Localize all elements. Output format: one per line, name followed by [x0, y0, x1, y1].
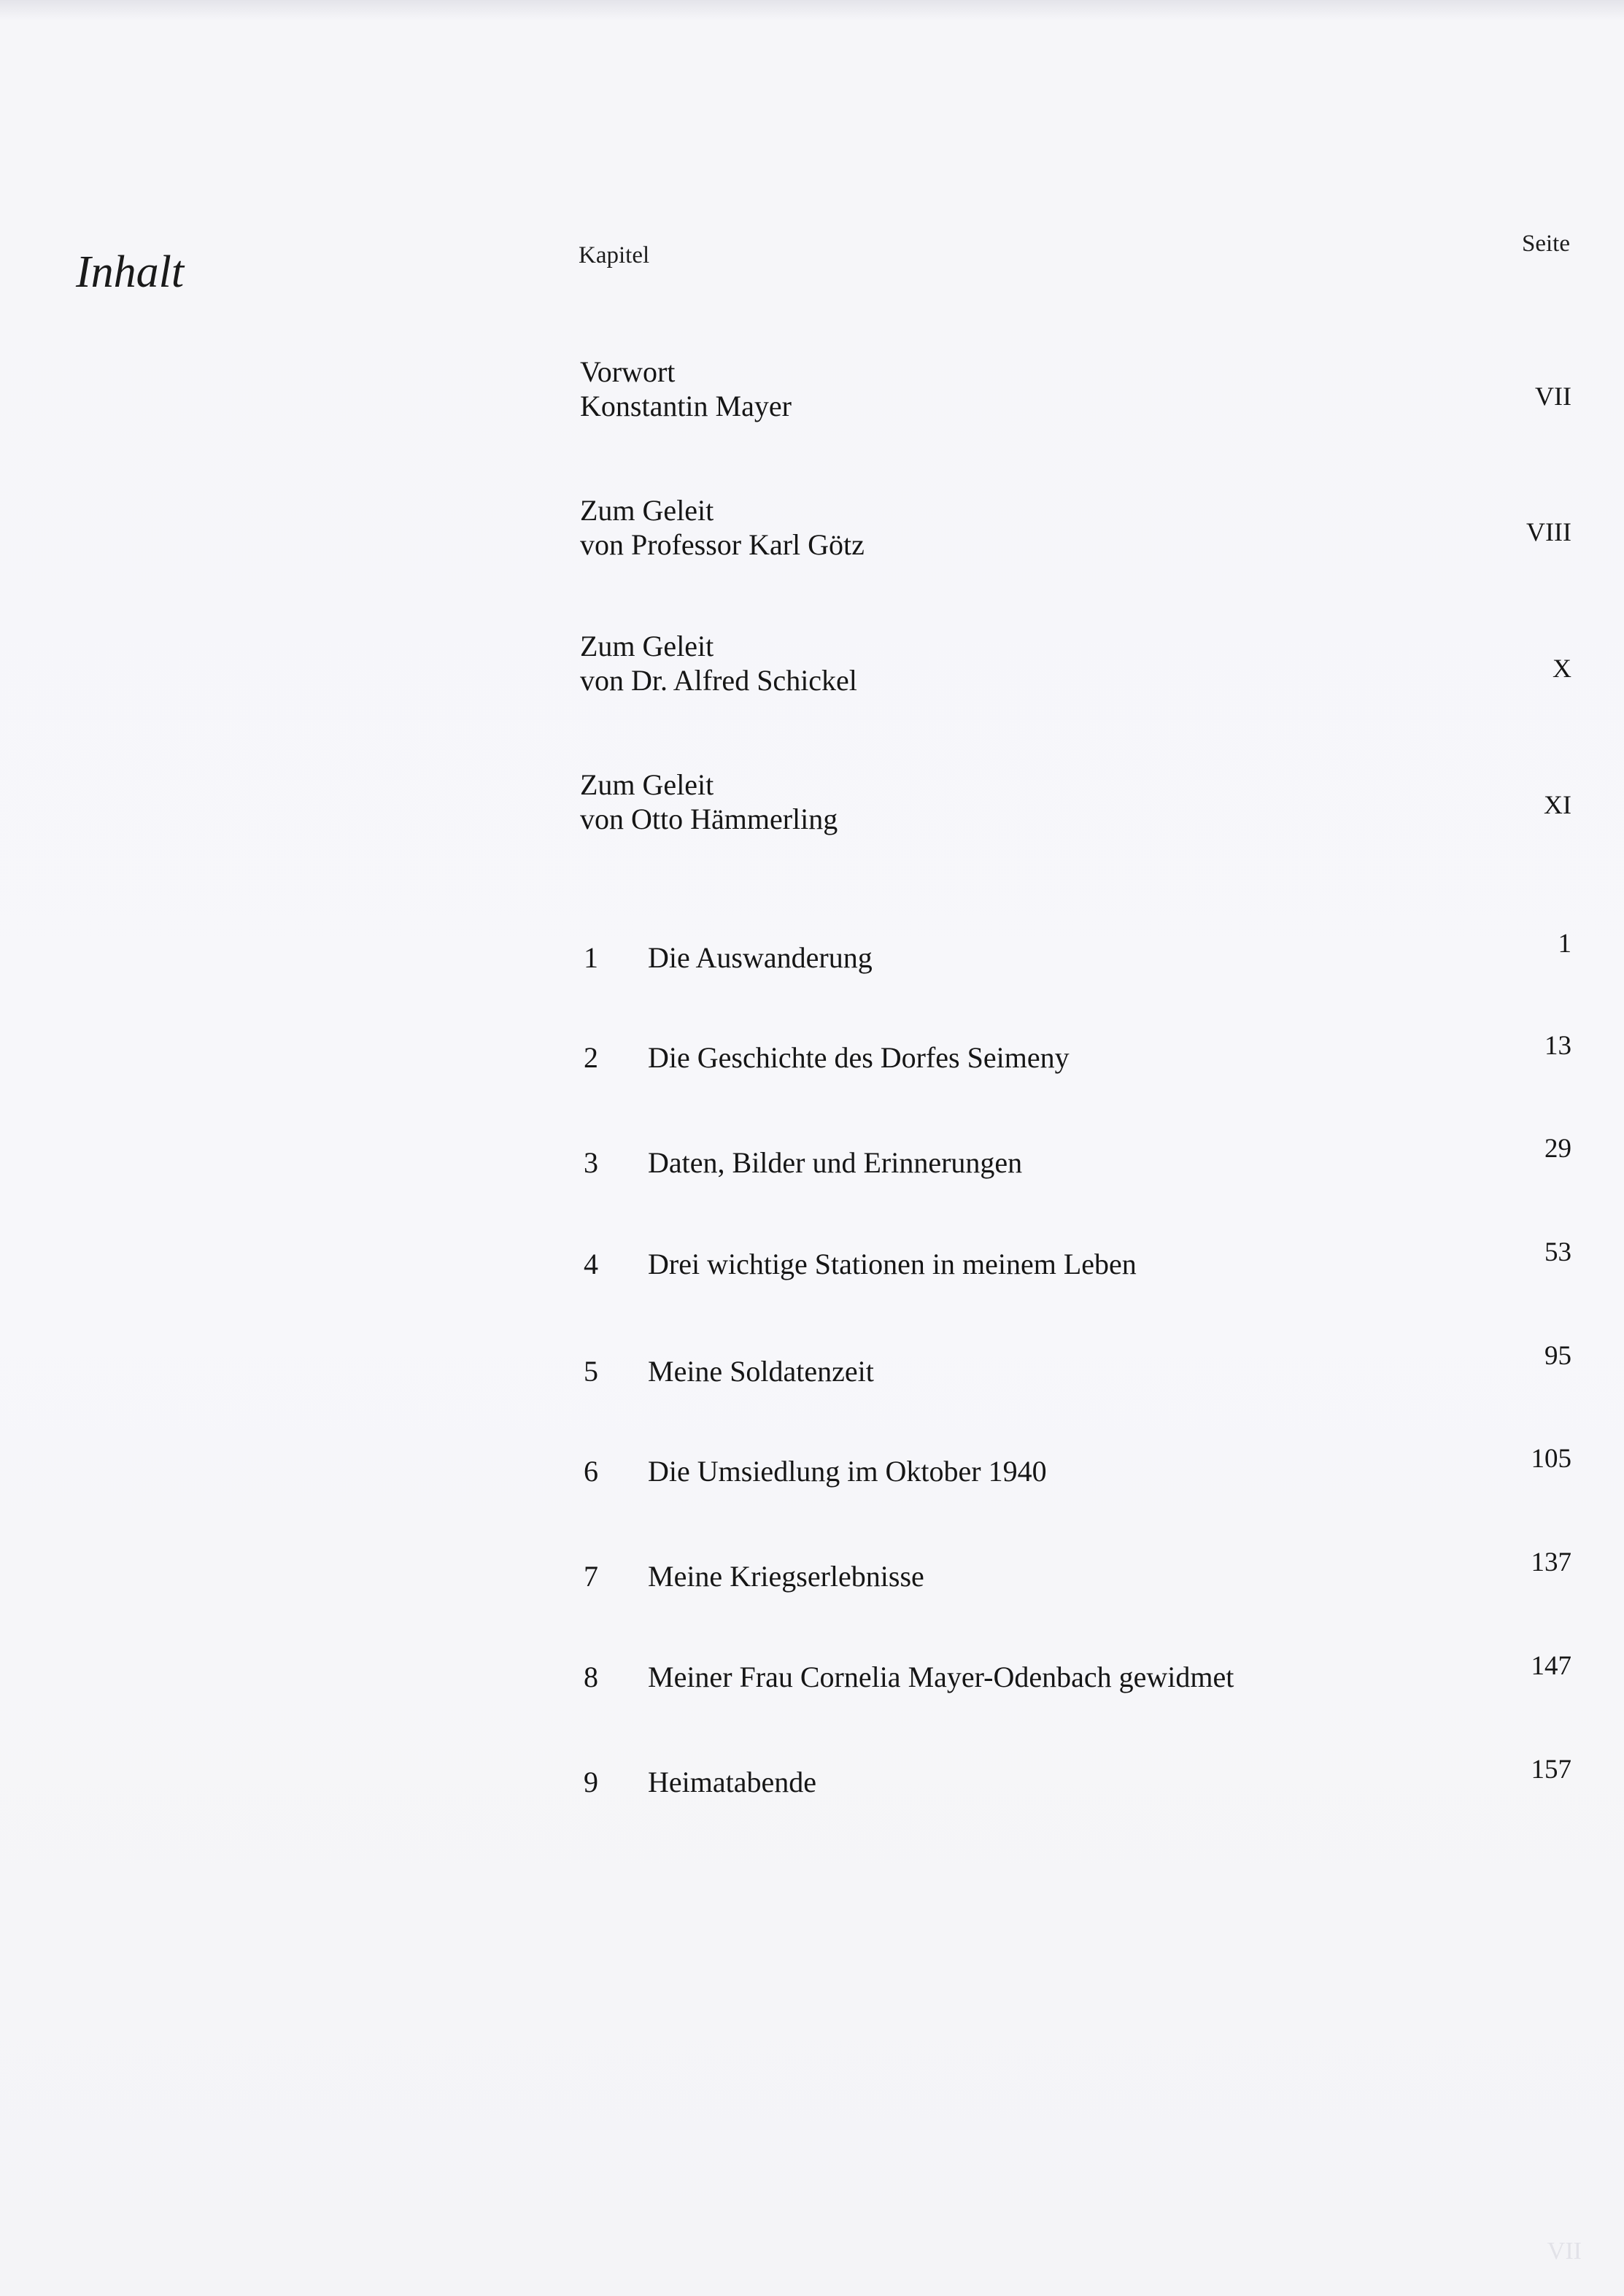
entry-title: Zum Geleit [580, 768, 714, 801]
entry-page-number: XI [1544, 790, 1571, 819]
chapter-page-number: 53 [1544, 1237, 1571, 1267]
chapter-title: Meine Soldatenzeit [648, 1355, 874, 1388]
toc-chapter-9[interactable] [584, 1765, 816, 1799]
chapter-title: Meine Kriegserlebnisse [648, 1560, 924, 1593]
toc-chapter-2[interactable] [584, 1040, 1070, 1075]
toc-chapter-6[interactable] [584, 1454, 1047, 1488]
chapter-number: 1 [584, 941, 598, 974]
entry-author: von Dr. Alfred Schickel [580, 664, 857, 697]
entry-author: von Professor Karl Götz [580, 528, 865, 561]
page-title: Inhalt [76, 247, 185, 297]
page-column-header: Seite [1522, 231, 1570, 257]
chapter-number: 9 [584, 1766, 598, 1798]
chapter-page-number: 147 [1531, 1651, 1571, 1681]
toc-chapter-1[interactable] [584, 940, 873, 975]
entry-page-number: X [1553, 654, 1571, 683]
toc-chapter-5[interactable] [584, 1354, 874, 1388]
chapter-number: 8 [584, 1661, 598, 1693]
chapter-title: Die Umsiedlung im Oktober 1940 [648, 1455, 1047, 1488]
chapter-number: 5 [584, 1355, 598, 1388]
chapter-title: Drei wichtige Stationen in meinem Leben [648, 1248, 1137, 1280]
toc-chapter-7[interactable] [584, 1559, 924, 1593]
chapter-page-number: 1 [1558, 929, 1571, 959]
entry-page-number: VII [1535, 382, 1571, 411]
entry-title: Vorwort [580, 355, 676, 388]
toc-entry-geleit-schickel[interactable] [580, 629, 857, 697]
chapter-page-number: 157 [1531, 1755, 1571, 1785]
chapter-page-number: 95 [1544, 1341, 1571, 1371]
chapter-number: 7 [584, 1560, 598, 1593]
entry-author: Konstantin Mayer [580, 390, 792, 422]
entry-title: Zum Geleit [580, 630, 714, 662]
page-folio: VII [1547, 2238, 1582, 2265]
chapter-title: Die Geschichte des Dorfes Seimeny [648, 1041, 1070, 1074]
entry-author: von Otto Hämmerling [580, 803, 838, 835]
chapter-page-number: 13 [1544, 1031, 1571, 1061]
chapter-title: Daten, Bilder und Erinnerungen [648, 1146, 1023, 1179]
chapter-number: 3 [584, 1146, 598, 1179]
toc-entry-geleit-goetz[interactable] [580, 493, 865, 562]
toc-chapter-8[interactable] [584, 1660, 1234, 1694]
chapter-number: 6 [584, 1455, 598, 1488]
toc-chapter-3[interactable] [584, 1145, 1022, 1180]
chapter-page-number: 137 [1531, 1547, 1571, 1577]
chapter-number: 4 [584, 1248, 598, 1280]
toc-entry-foreword[interactable] [580, 355, 792, 423]
chapter-column-header: Kapitel [579, 242, 650, 268]
entry-title: Zum Geleit [580, 494, 714, 527]
chapter-page-number: 29 [1544, 1134, 1571, 1164]
chapter-number: 2 [584, 1041, 598, 1074]
chapter-title: Die Auswanderung [648, 941, 873, 974]
toc-entry-geleit-haemmerling[interactable] [580, 768, 838, 836]
chapter-page-number: 105 [1531, 1444, 1571, 1474]
chapter-title: Meiner Frau Cornelia Mayer-Odenbach gewidmet [648, 1661, 1234, 1693]
chapter-title: Heimatabende [648, 1766, 816, 1798]
entry-page-number: VIII [1526, 517, 1571, 546]
toc-chapter-4[interactable] [584, 1247, 1137, 1281]
scan-edge-shadow [0, 0, 1624, 20]
